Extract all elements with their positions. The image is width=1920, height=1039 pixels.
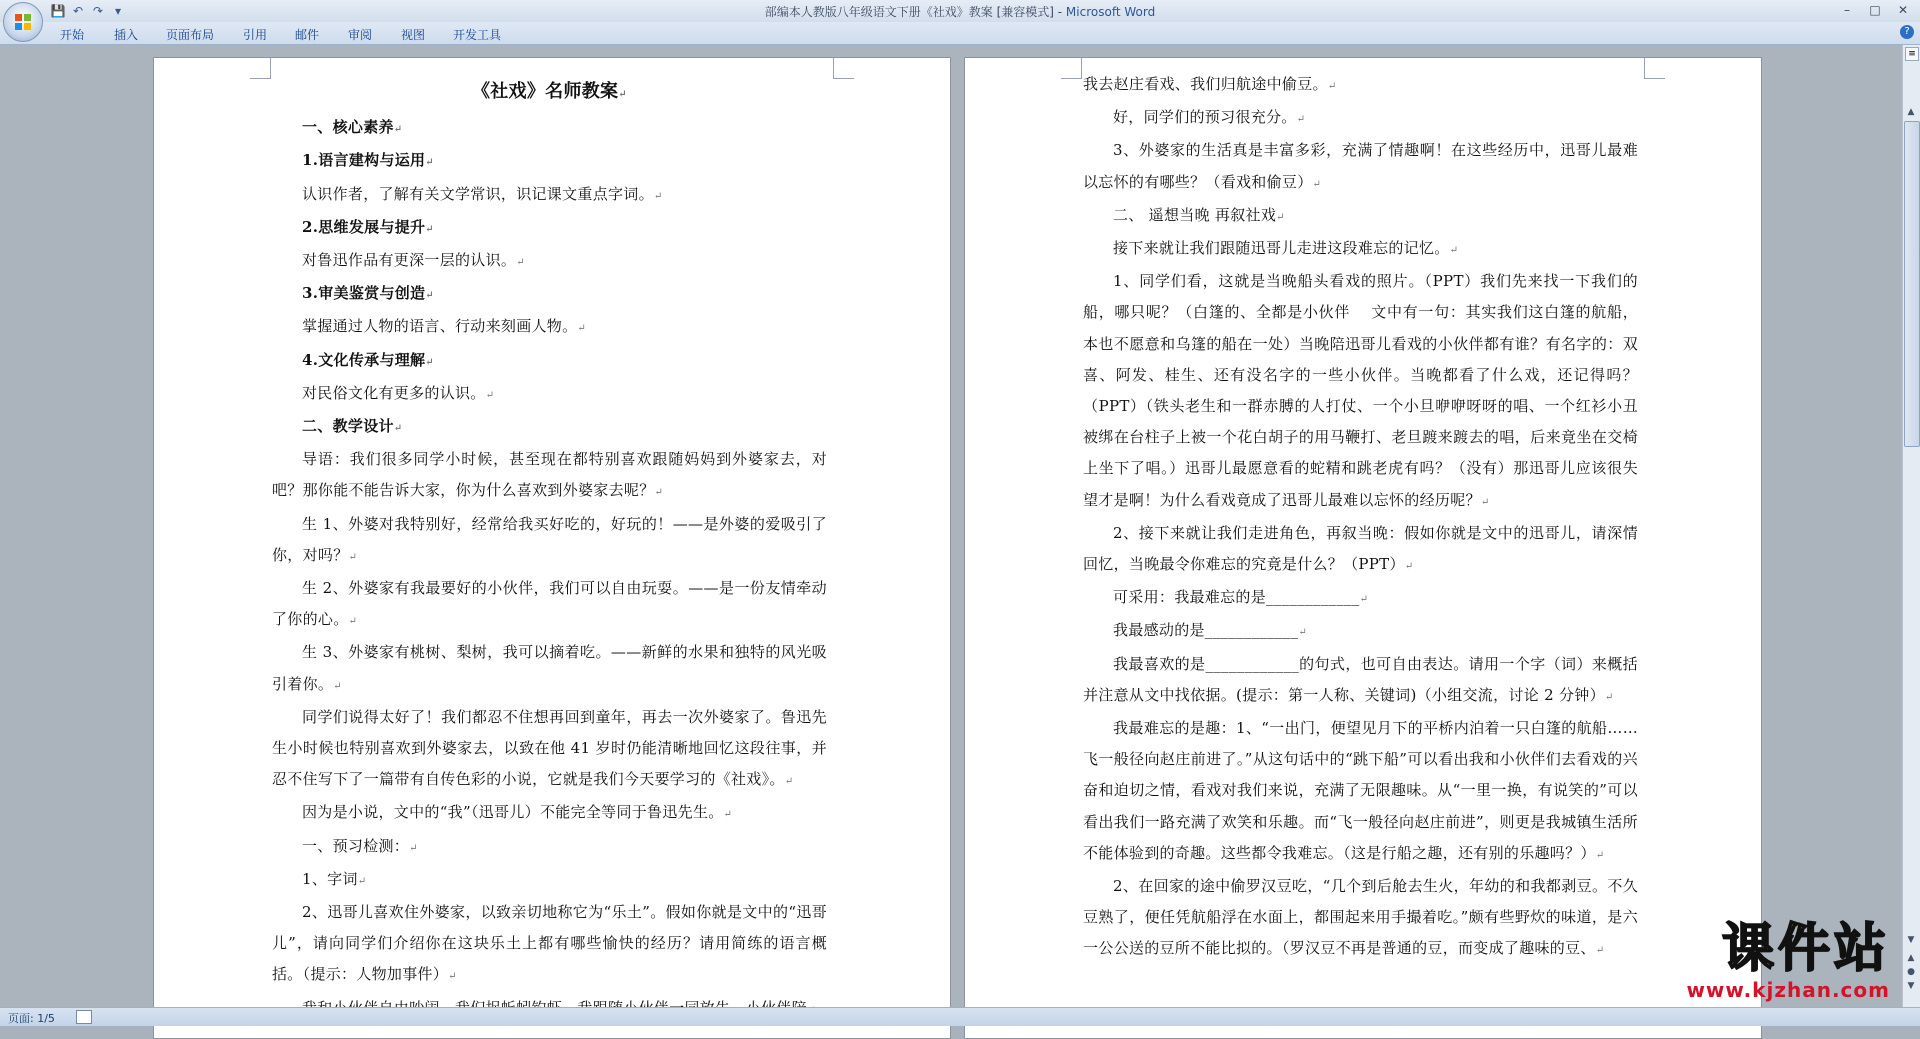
paragraph-text: 好，同学们的预习很充分。 (1113, 108, 1297, 127)
paragraph-mark-icon: ↵ (425, 356, 435, 368)
document-title: 部编本人教版八年级语文下册《社戏》教案 [兼容模式] - (764, 5, 1066, 19)
margin-corner-mark (1061, 58, 1082, 79)
paragraph-mark-icon: ↵ (516, 257, 525, 269)
paragraph-mark-icon: ↵ (1449, 245, 1459, 257)
paragraph-text: 4.文化传承与理解 (302, 350, 426, 369)
paragraph-text: 2.思维发展与提升 (302, 217, 426, 236)
close-icon[interactable]: ✕ (1897, 3, 1909, 17)
paragraph-text: 对鲁迅作品有更深一层的认识。 (302, 251, 517, 270)
paragraph-mark-icon: ↵ (348, 616, 358, 628)
browse-object-icon[interactable]: ● (1907, 967, 1915, 977)
paragraph (272, 637, 827, 701)
paragraph-mark-icon: ↵ (723, 809, 733, 821)
app-name: Microsoft Word (1065, 5, 1156, 19)
paragraph (272, 797, 827, 830)
paragraph (272, 179, 827, 212)
paragraph (272, 444, 827, 508)
paragraph-mark-icon: ↵ (425, 223, 435, 235)
paragraph (272, 278, 827, 311)
paragraph-text: 我最难忘的是趣：1、“一出门，便望见月下的平桥内泊着一只白篷的航船……飞一般径向赵庄前进了。”从这句话中的“跳下船”可以看出我和小伙伴们去看戏的兴奋和迫切之情，看戏对我们来说，充满了无限趣味。从“一里一换，有说笑的”可以看出我们一路充满了欢笑和乐趣。而“飞一般径向赵庄前进”，则更是我城镇生活所不能体验到的奇趣。这些都令我难忘。（这是行船之趣，还有别的乐趣吗？） (1083, 719, 1638, 862)
page-2-text[interactable] (1083, 69, 1638, 967)
paragraph-mark-icon: ↵ (1327, 81, 1337, 92)
paragraph-mark-icon: ↵ (1276, 211, 1285, 223)
paragraph (1083, 200, 1638, 233)
minimize-icon[interactable]: – (1844, 3, 1850, 17)
window-controls (1834, 1, 1916, 19)
paragraph-text: 生 1、外婆对我特别好，经常给我买好吃的，好玩的！——是外婆的爱吸引了你，对吗？ (272, 514, 827, 564)
paragraph (272, 573, 827, 637)
tab-view[interactable]: 视图 (401, 28, 426, 42)
paragraph-text: 我去赵庄看戏、我们归航途中偷豆。 (1083, 75, 1328, 93)
paragraph-text: 生 2、外婆家有我最要好的小伙伴，我们可以自由玩耍。——是一份友情牵动了你的心。 (272, 579, 827, 629)
scroll-up-icon[interactable]: ▲ (1907, 107, 1915, 117)
paragraph (1083, 69, 1638, 102)
paragraph-text: 可采用：我最难忘的是____________ (1113, 588, 1360, 607)
paragraph-text: 一、核心素养 (302, 118, 394, 137)
paragraph (272, 311, 827, 344)
paragraph (272, 897, 827, 993)
paragraph (1083, 649, 1638, 713)
watermark-logo-text: 课件站 (1721, 919, 1890, 979)
paragraph-mark-icon: ↵ (1595, 945, 1605, 957)
paragraph-mark-icon: ↵ (1404, 561, 1414, 573)
paragraph-text: 3、外婆家的生活真是丰富多彩，充满了情趣啊！在这些经历中，迅哥儿最难以忘怀的有哪些？（看戏和偷豆） (1083, 141, 1638, 191)
paragraph-text: 3.审美鉴赏与创造 (302, 284, 426, 303)
paragraph (1083, 582, 1638, 615)
paragraph-text: 我最喜欢的是____________的句式，也可自由表达。请用一个字（词）来概括并注意从文中找依据。(提示：第一人称、关键词)（小组交流，讨论 2 分钟） (1083, 654, 1638, 704)
document-title-heading: 《社戏》名师教案↵ (471, 81, 628, 102)
paragraph (1083, 233, 1638, 266)
paragraph-mark-icon: ↵ (1480, 496, 1490, 508)
paragraph-mark-icon: ↵ (1359, 594, 1369, 606)
paragraph (1083, 135, 1638, 199)
paragraph-text: 1.语言建构与运用 (302, 151, 426, 170)
paragraph-text: 同学们说得太好了！我们都忍不住想再回到童年，再去一次外婆家了。鲁迅先生小时候也特别喜欢到外婆家去，以致在他 41 岁时仍能清晰地回忆这段往事，并忍不住写下了一篇带有自传色彩的小说，它就是我们今天要学习的《社戏》。 (272, 707, 827, 789)
window-title (0, 3, 1920, 20)
paragraph-mark-icon: ↵ (357, 875, 367, 887)
paragraph-mark-icon: ↵ (1296, 114, 1306, 126)
paragraph-mark-icon: ↵ (393, 124, 403, 136)
paragraph-mark-icon: ↵ (425, 290, 435, 302)
paragraph-text: 生 3、外婆家有桃树、梨树，我可以摘着吃。——新鲜的水果和独特的风光吸引着你。 (272, 643, 827, 693)
maximize-icon[interactable]: □ (1869, 3, 1881, 17)
page-1-text[interactable] (272, 76, 827, 1026)
paragraph (272, 864, 827, 897)
paragraph-text: 接下来就让我们跟随迅哥儿走进这段难忘的记忆。 (1113, 239, 1450, 258)
paragraph-text: 掌握通过人物的语言、行动来刻画人物。 (302, 317, 578, 336)
paragraph-mark-icon: ↵ (348, 551, 358, 563)
paragraph-text: 1、字词 (302, 869, 358, 888)
paragraph-mark-icon: ↵ (393, 423, 403, 435)
paragraph-text: 2、接下来就让我们走进角色，再叙当晚：假如你就是文中的迅哥儿，请深情回忆，当晚最令你难忘的究竟是什么？（PPT） (1083, 523, 1638, 574)
paragraph-text: 一、预习检测： (302, 836, 410, 855)
paragraph (272, 411, 827, 444)
paragraph-text: 二、 遥想当晚 再叙社戏 (1113, 205, 1277, 224)
paragraph (272, 702, 827, 798)
undo-icon[interactable]: ↶ (72, 4, 84, 18)
paragraph (272, 509, 827, 573)
previous-page-icon[interactable]: ▲ (1907, 953, 1915, 963)
document-page-2[interactable] (964, 57, 1762, 1039)
paragraph-mark-icon: ↵ (1312, 178, 1322, 190)
watermark-url: www.kjzhan.com (1686, 978, 1890, 1002)
office-button[interactable] (3, 2, 43, 42)
paragraph-mark-icon: ↵ (653, 190, 663, 202)
paragraph-mark-icon: ↵ (784, 776, 794, 788)
tab-mailings[interactable]: 邮件 (295, 28, 320, 42)
paragraph-text: 2、在回家的途中偷罗汉豆吃，“几个到后舱去生火，年幼的和我都剥豆。不久豆熟了，便任凭航船浮在水面上，都围起来用手撮着吃。”颇有些野炊的味道，是六一公公送的豆所不能比拟的。（罗汉豆不再是普通的豆，而变成了趣味的豆、 (1083, 877, 1638, 958)
paragraph-text: 我最感动的是____________ (1113, 621, 1299, 640)
tab-references[interactable]: 引用 (243, 28, 268, 42)
margin-corner-mark (250, 58, 271, 79)
paragraph (272, 145, 827, 178)
tab-insert[interactable]: 插入 (114, 28, 139, 42)
paragraph-mark-icon: ↵ (1595, 849, 1605, 861)
office-logo-icon (14, 13, 32, 31)
paragraph (272, 831, 827, 864)
paragraph-mark-icon: ↵ (485, 389, 495, 401)
status-bar (0, 1007, 1920, 1026)
paragraph-mark-icon: ↵ (409, 842, 418, 854)
page-1-paragraphs (272, 112, 827, 1026)
paragraph-mark-icon: ↵ (577, 323, 587, 335)
tab-review[interactable]: 审阅 (348, 28, 373, 42)
paragraph (272, 112, 827, 145)
document-workspace (0, 45, 1903, 1007)
paragraph (1083, 518, 1638, 582)
margin-corner-mark (833, 58, 854, 79)
page-2-paragraphs (1083, 69, 1638, 967)
scrollbar-thumb[interactable] (1904, 121, 1920, 447)
ribbon-tab-bar (0, 22, 1920, 45)
page-number-indicator[interactable]: 页面: 1/5 (8, 1012, 55, 1025)
paragraph (272, 345, 827, 378)
paragraph-text: 1、同学们看，这就是当晚船头看戏的照片。（PPT）我们先来找一下我们的船，哪只呢？（白篷的、全都是小伙伴 文中有一句：其实我们这白篷的航船，本也不愿意和乌篷的船在一处）当晚陪迅哥儿看戏的小伙伴都有谁？有名字的：双喜、阿发、桂生、还有没名字的一些小伙伴。当晚都看了什么戏，还记得吗？（PPT）（铁头老生和一群赤膊的人打仗、一个小旦咿咿呀呀的唱、一个红衫小丑被绑在台柱子上被一个花白胡子的用马鞭打、老旦踱来踱去的唱，后来竟坐在交椅上坐下了唱。）迅哥儿最愿意看的蛇精和跳老虎有吗？（没有）那迅哥儿应该很失望才是啊！为什么看戏竟成了迅哥儿最难以忘怀的经历呢？ (1083, 272, 1638, 509)
paragraph-text: 导语：我们很多同学小时候，甚至现在都特别喜欢跟随妈妈到外婆家去，对吧？那你能不能告诉大家，你为什么喜欢到外婆家去呢？ (272, 450, 827, 500)
paragraph (272, 212, 827, 245)
paragraph-mark-icon: ↵ (654, 487, 664, 499)
help-icon[interactable]: ? (1900, 25, 1914, 39)
paragraph-text: 对民俗文化有更多的认识。 (302, 383, 486, 402)
margin-corner-mark (1644, 58, 1665, 79)
paragraph-mark-icon: ↵ (1298, 627, 1308, 639)
paragraph-text: 认识作者，了解有关文学常识，识记课文重点字词。 (302, 184, 654, 203)
tab-home[interactable]: 开始 (60, 28, 85, 42)
redo-icon[interactable]: ↷ (92, 4, 104, 18)
document-page-1[interactable] (153, 57, 951, 1039)
customize-toolbar-icon[interactable]: ▾ (114, 4, 122, 18)
paragraph-text: 因为是小说，文中的“我”（迅哥儿）不能完全等同于鲁迅先生。 (302, 803, 724, 822)
paragraph-text: 2、迅哥儿喜欢住外婆家，以致亲切地称它为“乐土”。假如你就是文中的“迅哥儿”，请向同学们介绍你在这块乐土上都有哪些愉快的经历？请用简练的语言概括。（提示：人物加事件） (272, 903, 827, 984)
paragraph (272, 245, 827, 278)
paragraph (1083, 871, 1638, 967)
site-watermark (1660, 920, 1890, 1020)
tab-page-layout[interactable]: 页面布局 (166, 28, 215, 42)
proofing-status-icon[interactable] (76, 1010, 92, 1024)
save-icon[interactable]: 💾 (50, 4, 66, 18)
paragraph-mark-icon: ↵ (333, 680, 342, 692)
paragraph (1083, 266, 1638, 518)
paragraph-mark-icon: ↵ (425, 157, 435, 169)
paragraph-text: 二、教学设计 (302, 417, 394, 436)
paragraph-mark-icon: ↵ (448, 971, 457, 983)
next-page-icon[interactable]: ▼ (1907, 981, 1915, 991)
paragraph-mark-icon: ↵ (1604, 691, 1614, 703)
paragraph (1083, 102, 1638, 135)
scroll-down-icon[interactable]: ▼ (1907, 935, 1915, 945)
tab-developer[interactable]: 开发工具 (453, 28, 502, 42)
paragraph (1083, 713, 1638, 871)
ruler-toggle-icon[interactable]: ≡ (1905, 47, 1919, 61)
paragraph (1083, 615, 1638, 648)
title-bar (0, 0, 1920, 23)
vertical-scrollbar[interactable] (1902, 45, 1920, 1007)
paragraph (272, 378, 827, 411)
